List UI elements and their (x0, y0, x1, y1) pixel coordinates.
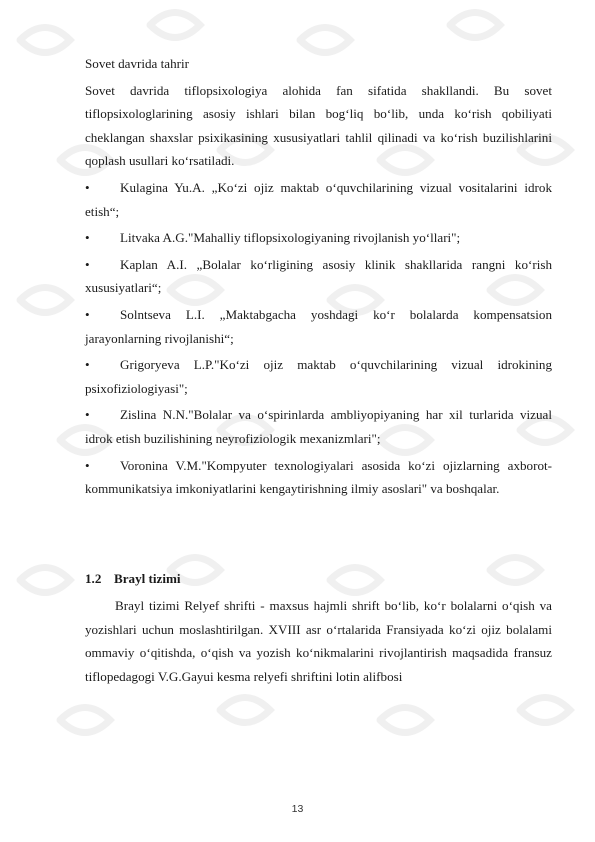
subsection-number: 1.2 (85, 570, 102, 586)
bullet-marker: • (85, 256, 90, 272)
list-item-text: Zislina N.N."Bolalar va o‘spirinlarda ambliyopiyaning har xil turlarida vizual idrok etish buzilishining neyrofiziologik mexanizmlari"; (85, 407, 552, 446)
list-item-text: Solntseva L.I. „Maktabgacha yoshdagi ko‘r bolalarda kompensatsion jarayonlarning rivojlanishi“; (85, 306, 552, 346)
bullet-marker: • (85, 407, 90, 423)
list-item (85, 303, 552, 350)
list-item-text: Kulagina Yu.A. „Ko‘zi ojiz maktab o‘quvchilarining vizual vositalarini idrok etish“; (85, 179, 552, 219)
list-item (85, 454, 552, 501)
section-heading: Sovet davrida tahrir (85, 56, 189, 71)
page-number: 13 (291, 803, 304, 815)
list-item (85, 176, 552, 223)
bullet-marker: • (85, 457, 90, 473)
bullet-marker: • (85, 306, 90, 322)
bullet-marker: • (85, 357, 90, 373)
intro-paragraph: Sovet davrida tiflopsixologiya alohida fan sifatida shakllandi. Bu sovet tiflopsixologlarining asosiy ishlari bilan bog‘liq bo‘lib, unda ko‘rish qobiliyati cheklangan shaxslar psixikasining xususiyatlari tahlil qilinadi va ko‘rish buzilishlarini qoplash usullari ko‘rsatiladi. (85, 82, 552, 169)
list-item (85, 403, 552, 450)
bullet-marker: • (85, 230, 90, 246)
subsection-title-text: Brayl tizimi (114, 570, 181, 586)
subsection-title (85, 567, 552, 591)
list-item-text: Kaplan A.I. „Bolalar ko‘rligining asosiy klinik shakllarida rangni ko‘rish xususiyatlari“; (85, 256, 552, 296)
document-body (85, 52, 552, 689)
list-item-text: Voronina V.M."Kompyuter texnologiyalari asosida ko‘zi ojizlarning axborot-kommunikatsiya imkoniyatlarini kengaytirishning ilmiy asoslari" va boshqalar. (85, 457, 552, 497)
subsection-paragraph: Brayl tizimi Relyef shrifti - maxsus hajmli shrift bo‘lib, ko‘r bolalarni o‘qish va yozishlari uchun moslashtirilgan. XVIII asr o‘rtalarida Fransiyada ko‘zi ojiz bolalami ommaviy o‘qitishda, o‘qish va yozish ko‘nikmalarini rivojlantirish maqsadida fransuz tiflopedagogi V.G.Gayui kesma relyefi shriftini lotin alifbosi (85, 598, 552, 685)
list-item-text: Grigoryeva L.P."Ko‘zi ojiz maktab o‘quvchilarining vizual idrokining psixofiziologiyasi"; (85, 357, 552, 396)
list-item (85, 353, 552, 400)
list-item-text: Litvaka A.G."Mahalliy tiflopsixologiyaning rivojlanish yo‘llari"; (120, 230, 461, 246)
bullet-marker: • (85, 179, 90, 195)
list-item (85, 253, 552, 300)
list-item (85, 226, 552, 250)
